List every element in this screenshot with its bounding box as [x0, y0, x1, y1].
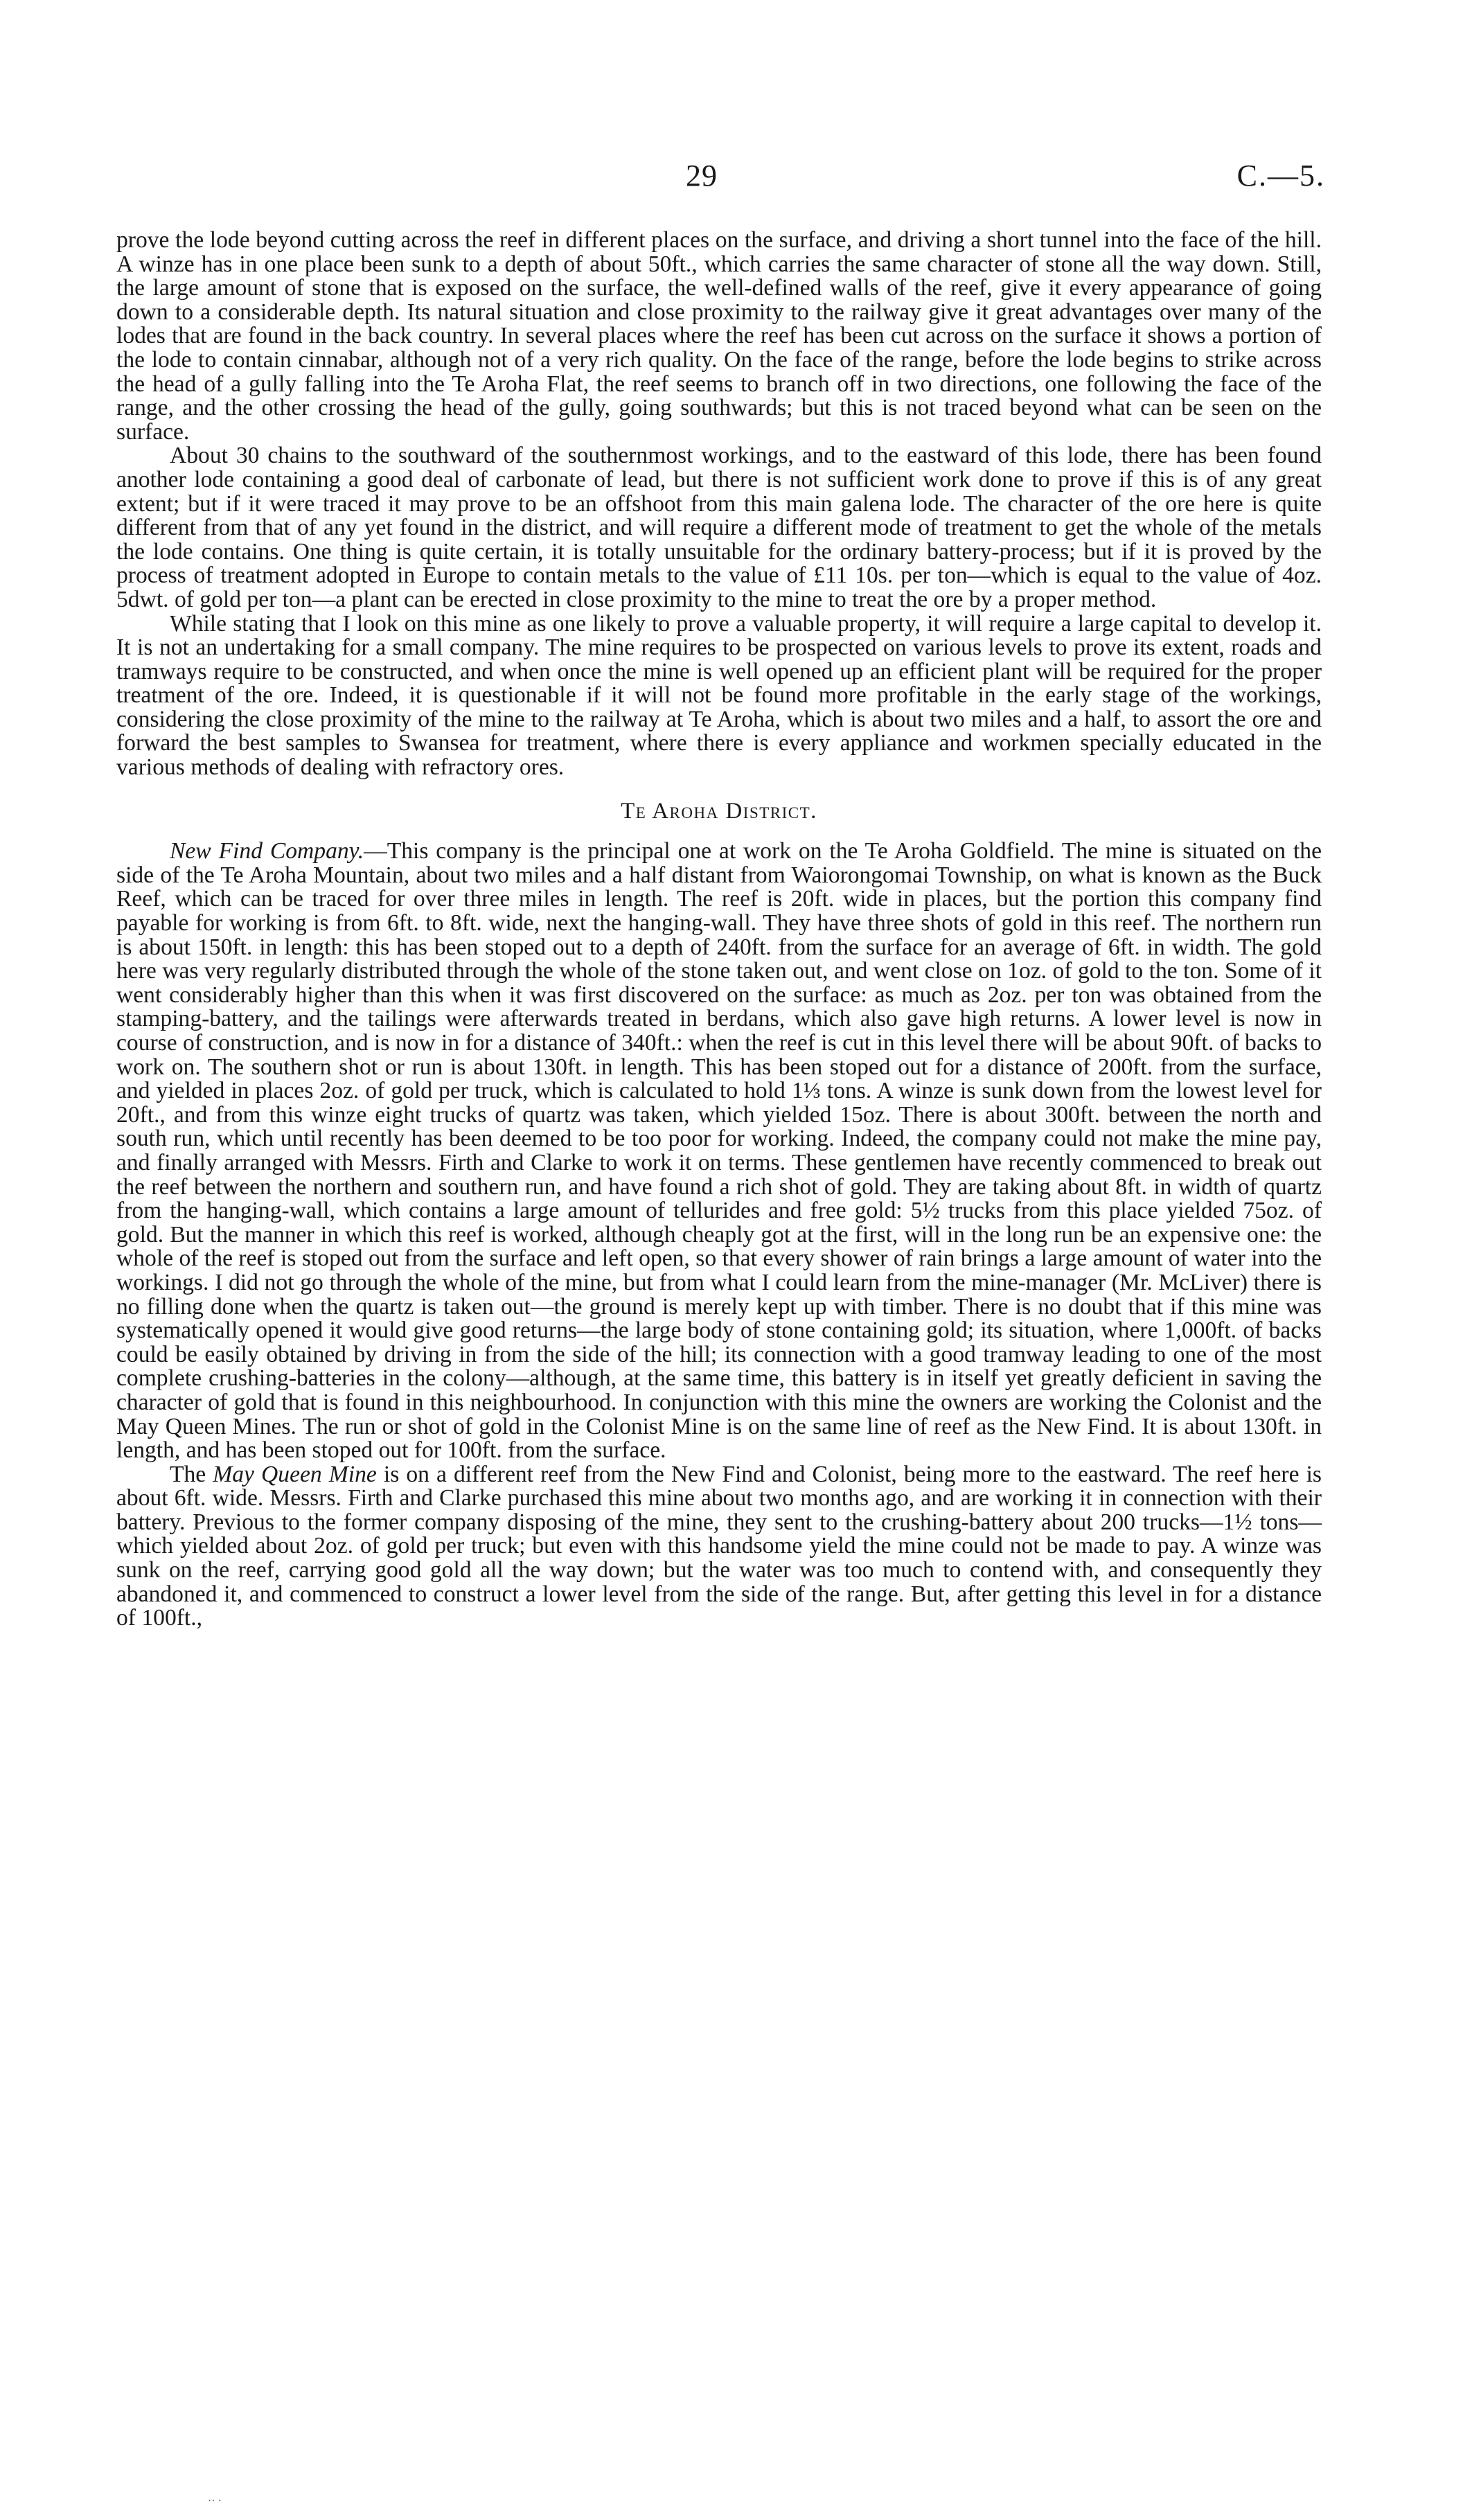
paper-reference: C.—5. — [1236, 159, 1325, 193]
paragraph-new-find-text: —This company is the principal one at work on the Te Aroha Goldfield. The mine is situated on the side of the Te Aroha Mountain, about two miles and a half distant from Waiorongomai Township, on what is known as the Buck Reef, which can be traced for over three miles in length. The reef is 20ft. wide in places, but the portion this company find payable for working is from 6ft. to 8ft. wide, next the hanging-wall. They have three shots of gold in this reef. The northern run is about 150ft. in length: this has been stoped out to a depth of 240ft. from the surface for an average of 6ft. in width. The gold here was very regularly distributed through the whole of the stone taken out, and went close on 1oz. of gold to the ton. Some of it went considerably higher than this when it was first discovered on the surface: as much as 2oz. per ton was obtained from the stamping-battery, and the tailings were afterwards treated in berdans, which also gave high returns. A lower level is now in course of construction, and is now in for a distance of 340ft.: when the reef is cut in this level there will be about 90ft. of backs to work on. The southern shot or run is about 130ft. in length. This has been stoped out for a distance of 200ft. from the surface, and yielded in places 2oz. of gold per truck, which is calculated to hold 1⅓ tons. A winze is sunk down from the lowest level for 20ft., and from this winze eight trucks of quartz was taken, which yielded 15oz. There is about 300ft. between the north and south run, which until recently has been deemed to be too poor for working. Indeed, the company could not make the mine pay, and finally arranged with Messrs. Firth and Clarke to work it on terms. These gentlemen have recently commenced to break out the reef between the northern and southern run, and have found a rich shot of gold. They are taking about 8ft. in width of quartz from the hanging-wall, which contains a large amount of tellurides and free gold: 5½ trucks from this place yielded 75oz. of gold. But the manner in which this reef is worked, although cheaply got at the first, will in the long run be an expensive one: the whole of the reef is stoped out from the surface and left open, so that every shower of rain brings a large amount of water into the workings. I did not go through the whole of the mine, but from what I could learn from the mine-manager (Mr. McLiver) there is no filling done when the quartz is taken out—the ground is merely kept up with timber. There is no doubt that if this mine was systematically opened it would give good returns—the large body of stone containing gold; its situation, where 1,000ft. of backs could be easily obtained by driving in from the side of the hill; its connection with a good tramway leading to one of the most complete crushing-batteries in the colony—although, at the same time, this battery is in itself yet greatly deficient in saving the character of gold that is found in this neighbourhood. In conjunction with this mine the owners are working the Colonist and the May Queen Mines. The run or shot of gold in the Colonist Mine is on the same line of reef as the New Find. It is about 130ft. in length, and has been stoped out for 100ft. from the surface. — [116, 838, 1322, 1464]
paragraph-may-queen-text: is on a different reef from the New Find and Colonist, being more to the eastward. The reef here is about 6ft. wide. Messrs. Firth and Clarke purchased this mine about two months ago, and are working it in connection with their battery. Previous to the former company disposing of the mine, they sent to the crushing-battery about 200 trucks—1½ tons—which yielded about 2oz. of gold per truck; but even with this handsome yield the mine could not be made to pay. A winze was sunk on the reef, carrying good gold all the way down; but the water was too much to contend with, and consequently they abandoned it, and commenced to construct a lower level from the side of the range. But, after getting this level in for a distance of 100ft., — [116, 1461, 1322, 1631]
page-number: 29 — [686, 159, 718, 193]
paragraph-may-queen-mine — [116, 1463, 1322, 1631]
body-text — [116, 229, 1322, 1631]
page-header — [0, 158, 1481, 199]
paragraph-may-queen-lead: The — [170, 1461, 213, 1487]
paragraph-new-find-company — [116, 840, 1322, 1462]
run-in-heading-new-find: New Find Company. — [170, 838, 364, 864]
section-heading-te-aroha-district: Te Aroha District. — [621, 798, 817, 824]
paragraph-continuation: prove the lode beyond cutting across the reef in different places on the surface, and driving a short tunnel into the face of the hill. A winze has in one place been sunk to a depth of about 50ft., which carries the same character of stone all the way down. Still, the large amount of stone that is exposed on the surface, the well-defined walls of the reef, give it every appearance of going down to a considerable depth. Its natural situation and close proximity to the railway give it great advantages over many of the lodes that are found in the back country. In several places where the reef has been cut across on the surface it shows a portion of the lode to contain cinnabar, although not of a very rich quality. On the face of the range, before the lode begins to strike across the head of a gully falling into the Te Aroha Flat, the reef seems to branch off in two directions, one following the face of the range, and the other crossing the head of the gully, going southwards; but this is not traced beyond what can be seen on the surface. — [116, 227, 1322, 445]
run-in-heading-may-queen: May Queen Mine — [213, 1461, 377, 1487]
stray-print-mark: ·· · — [208, 2495, 222, 2507]
paragraph-capital-required: While stating that I look on this mine as one likely to prove a valuable property, it will require a large capital to develop it. It is not an undertaking for a small company. The mine requires to be prospected on various levels to prove its extent, roads and tramways require to be constructed, and when once the mine is well opened up an efficient plant will be required for the proper treatment of the ore. Indeed, it is questionable if it will not be found more profitable in the early stage of the workings, considering the close proximity of the mine to the railway at Te Aroha, which is about two miles and a half, to assort the ore and forward the best samples to Swansea for treatment, where there is every appliance and workmen specially educated in the various methods of dealing with refractory ores. — [116, 610, 1322, 781]
paragraph-carbonate-lode: About 30 chains to the southward of the southernmost workings, and to the eastward of this lode, there has been found another lode containing a good deal of carbonate of lead, but there is not sufficient work done to prove if this is of any great extent; but if it were traced it may prove to be an offshoot from this main galena lode. The character of the ore here is quite different from that of any yet found in the district, and will require a different mode of treatment to get the whole of the metals the lode contains. One thing is quite certain, it is totally unsuitable for the ordinary battery-process; but if it is proved by the process of treatment adopted in Europe to contain metals to the value of £11 10s. per ton—which is equal to the value of 4oz. 5dwt. of gold per ton—a plant can be erected in close proximity to the mine to treat the ore by a proper method. — [116, 443, 1322, 612]
